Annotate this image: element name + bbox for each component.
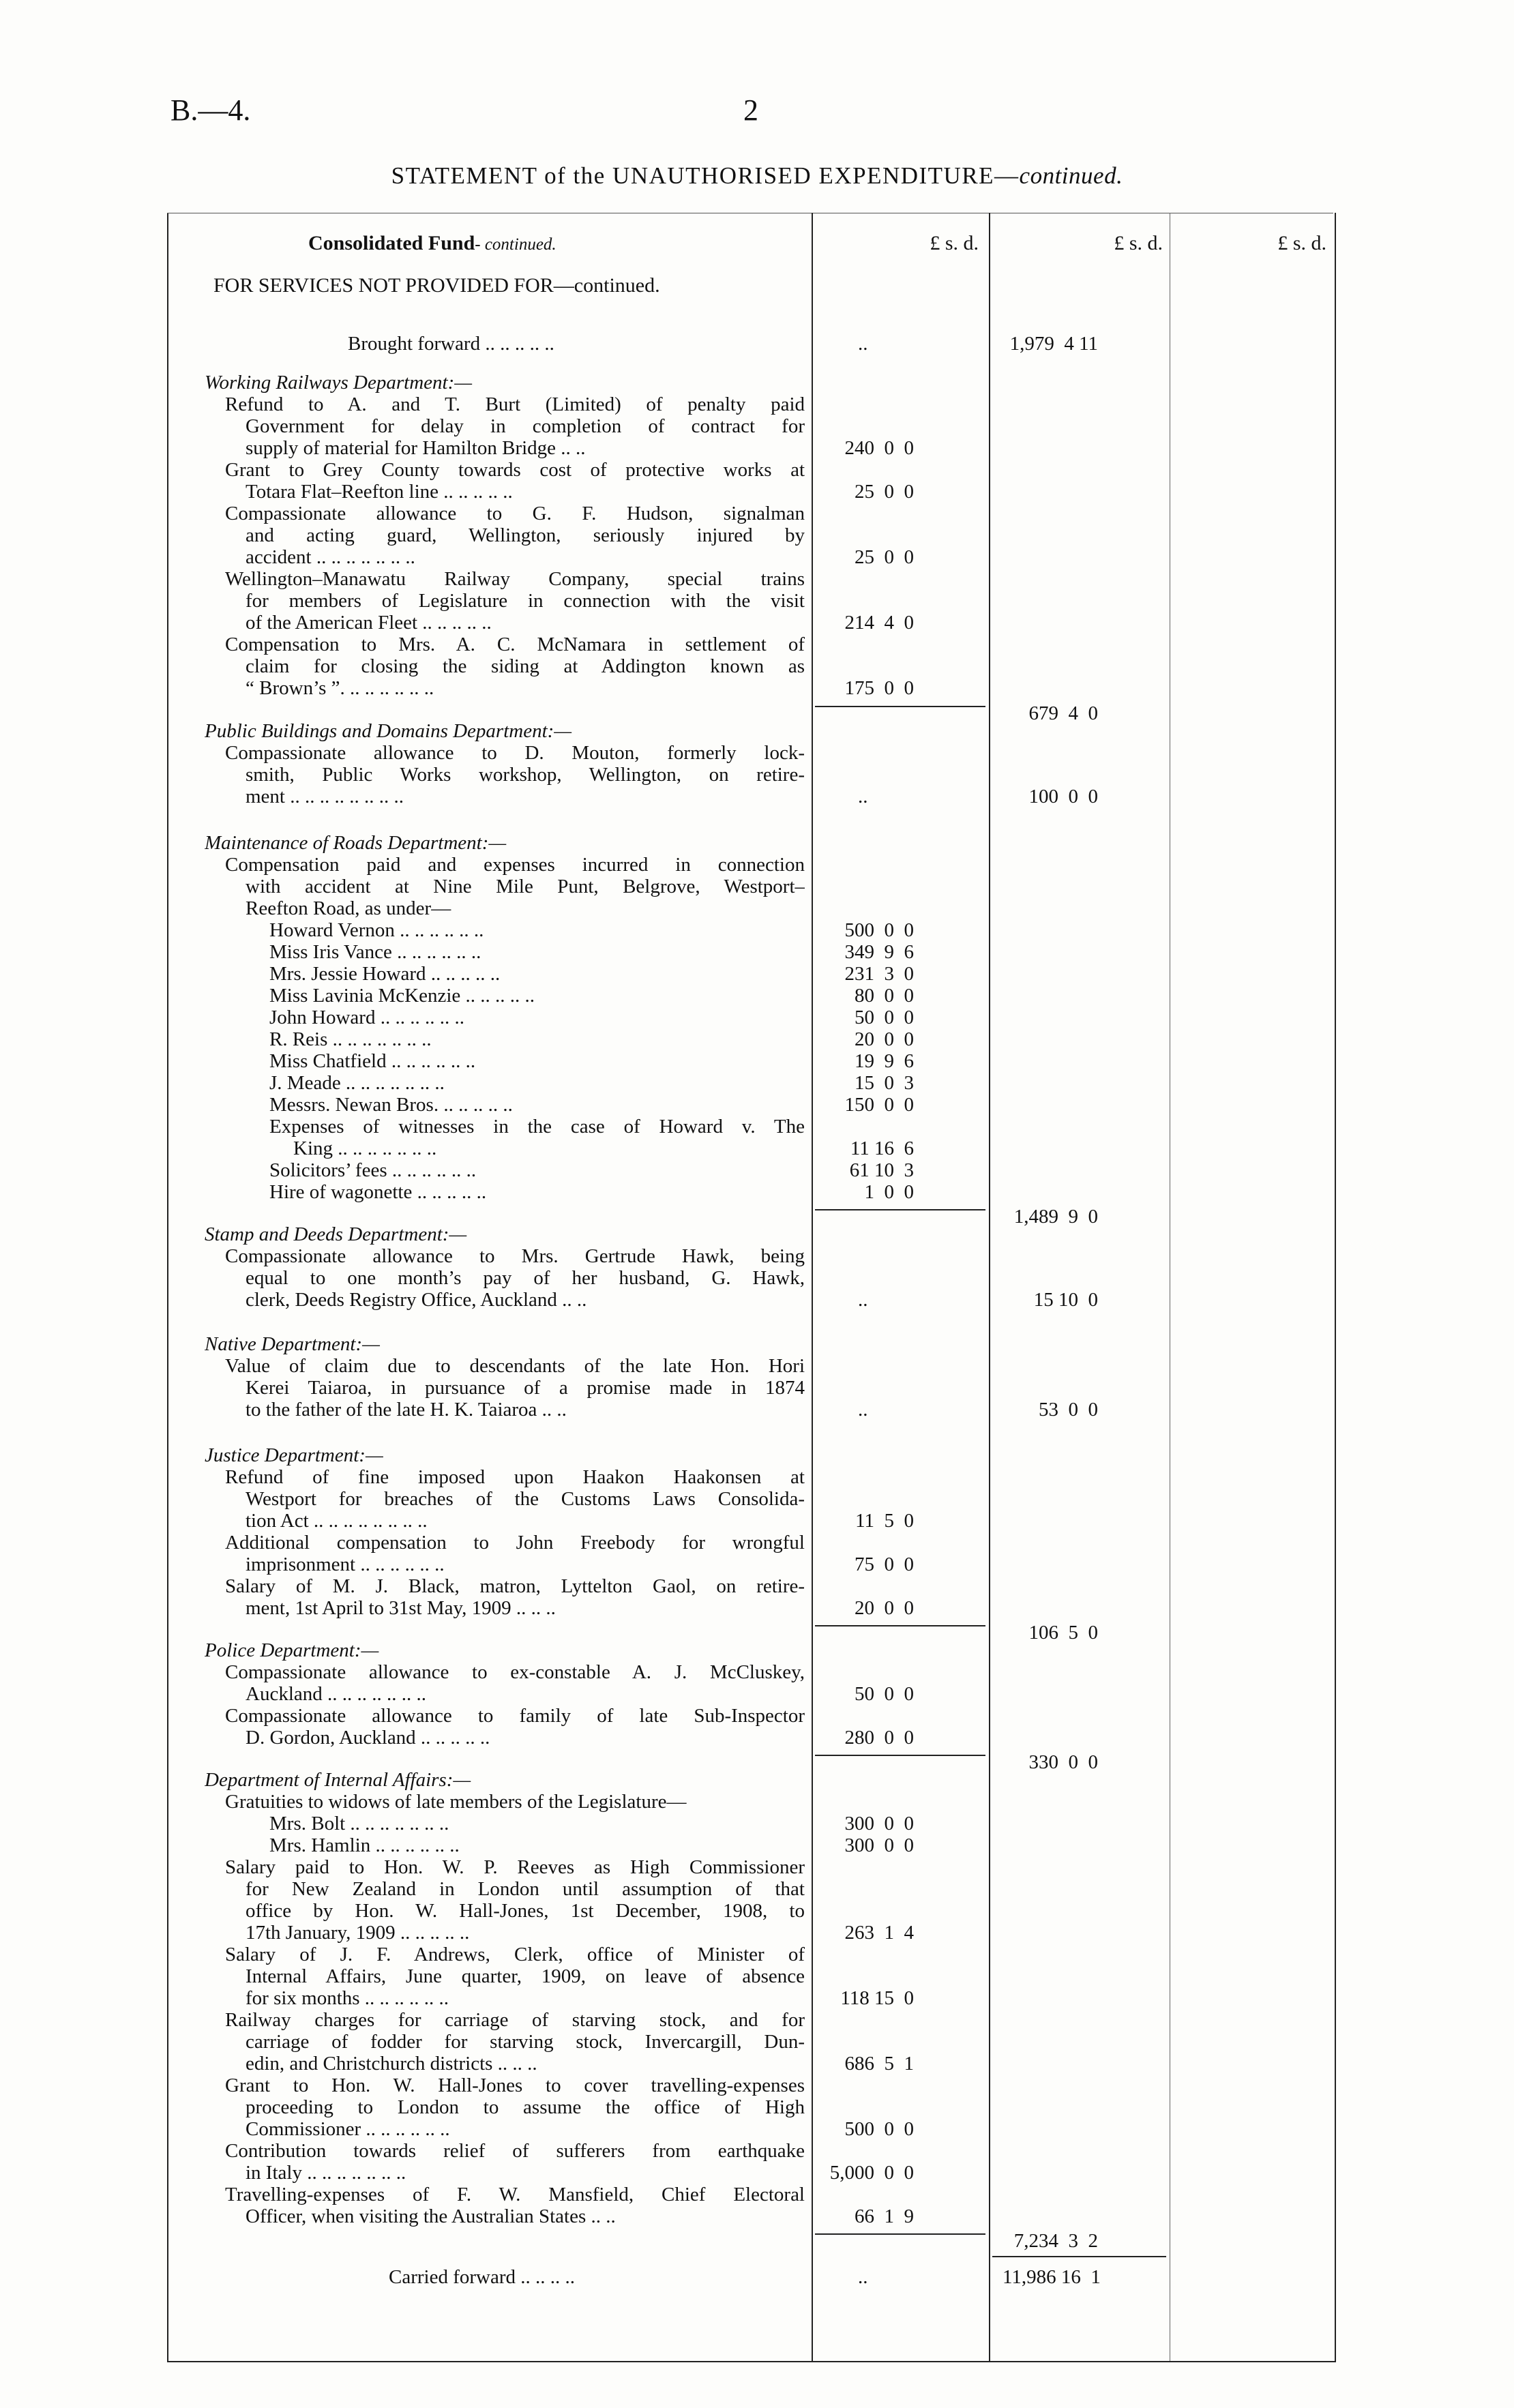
department-total: 15 10 0	[1033, 1289, 1098, 1311]
item-description: ment, 1st April to 31st May, 1909 .. .. ..	[246, 1597, 556, 1619]
column-header-1: £ s. d.	[930, 232, 979, 254]
item-description: imprisonment .. .. .. .. .. ..	[246, 1554, 445, 1575]
fund-continued: - continued.	[475, 235, 556, 254]
department-heading: Public Buildings and Domains Department:—	[205, 720, 572, 742]
item-amount: 118 15 0	[840, 1987, 914, 2009]
item-amount: 11 5 0	[855, 1510, 914, 1532]
department-total: 53 0 0	[1039, 1399, 1098, 1421]
item-description: for members of Legislature in connection with the visit	[246, 590, 805, 612]
item-amount: 75 0 0	[855, 1554, 914, 1575]
item-description: clerk, Deeds Registry Office, Auckland .. ..	[246, 1289, 587, 1311]
item-description: Compassionate allowance to ex-constable A. J. McCluskey,	[225, 1661, 805, 1683]
item-description: Compassionate allowance to D. Mouton, formerly lock-	[225, 742, 805, 764]
column-divider-2	[989, 213, 990, 2361]
department-heading: Justice Department:—	[205, 1444, 383, 1466]
item-description: Grant to Hon. W. Hall-Jones to cover travelling-expenses	[225, 2075, 805, 2096]
item-amount: 61 10 3	[849, 1159, 914, 1181]
item-description: R. Reis .. .. .. .. .. .. ..	[269, 1028, 432, 1050]
item-description: Westport for breaches of the Customs Laws Consolida-	[246, 1488, 805, 1510]
item-description: Commissioner .. .. .. .. .. ..	[246, 2118, 450, 2140]
item-amount: 15 0 3	[855, 1072, 914, 1094]
department-heading: Police Department:—	[205, 1639, 379, 1661]
total-rule	[992, 2256, 1166, 2257]
column-divider-1	[812, 213, 813, 2361]
item-amount: 214 4 0	[844, 612, 914, 634]
item-description: in Italy .. .. .. .. .. .. ..	[246, 2162, 406, 2184]
item-amount: 25 0 0	[855, 546, 914, 568]
item-description: Grant to Grey County towards cost of protective works at	[225, 459, 805, 481]
item-amount: 240 0 0	[844, 437, 914, 459]
item-description: claim for closing the siding at Addington known as	[246, 655, 805, 677]
item-description: Refund to A. and T. Burt (Limited) of penalty paid	[225, 393, 805, 415]
section-heading: FOR SERVICES NOT PROVIDED FOR—continued.	[213, 274, 660, 297]
item-description: John Howard .. .. .. .. .. ..	[269, 1007, 464, 1028]
item-amount: 11 16 6	[850, 1138, 914, 1159]
item-description: Government for delay in completion of contract for	[246, 415, 805, 437]
item-description: “ Brown’s ”. .. .. .. .. .. ..	[246, 677, 434, 699]
department-total: 7,234 3 2	[1013, 2230, 1098, 2252]
item-description: Reefton Road, as under—	[246, 897, 451, 919]
subtotal-rule	[815, 2233, 985, 2235]
item-description: Wellington–Manawatu Railway Company, special trains	[225, 568, 805, 590]
item-description: with accident at Nine Mile Punt, Belgrove, Westport–	[246, 876, 805, 897]
item-amount: ..	[858, 2266, 868, 2288]
item-amount: 5,000 0 0	[829, 2162, 914, 2184]
item-amount: ..	[858, 333, 868, 355]
item-description: tion Act .. .. .. .. .. .. .. ..	[246, 1510, 428, 1532]
item-amount: 20 0 0	[855, 1597, 914, 1619]
column-header-2: £ s. d.	[1114, 232, 1163, 254]
department-total: 1,489 9 0	[1013, 1206, 1098, 1228]
item-amount: 19 9 6	[855, 1050, 914, 1072]
item-description: accident .. .. .. .. .. .. ..	[246, 546, 415, 568]
item-description: ment .. .. .. .. .. .. .. ..	[246, 786, 404, 807]
item-description: Carried forward .. .. .. ..	[389, 2266, 575, 2288]
item-description: Internal Affairs, June quarter, 1909, on leave of absence	[246, 1965, 805, 1987]
item-description: Salary of M. J. Black, matron, Lyttelton Gaol, on retire-	[225, 1575, 805, 1597]
column-header-fund	[308, 232, 556, 255]
column-header-3: £ s. d.	[1277, 232, 1326, 254]
item-description: Solicitors’ fees .. .. .. .. .. ..	[269, 1159, 477, 1181]
department-heading: Stamp and Deeds Department:—	[205, 1223, 467, 1245]
item-description: Railway charges for carriage of starving stock, and for	[225, 2009, 805, 2031]
item-description: Messrs. Newan Bros. .. .. .. .. ..	[269, 1094, 513, 1116]
item-description: Mrs. Hamlin .. .. .. .. .. ..	[269, 1834, 460, 1856]
item-description: for New Zealand in London until assumption of that	[246, 1878, 805, 1900]
item-description: office by Hon. W. Hall-Jones, 1st December, 1908, to	[246, 1900, 805, 1922]
item-description: Compensation paid and expenses incurred in connection	[225, 854, 805, 876]
item-amount: 349 9 6	[844, 941, 914, 963]
department-heading: Native Department:—	[205, 1333, 380, 1355]
title-main: STATEMENT of the UNAUTHORISED EXPENDITURE—	[391, 162, 1020, 189]
department-total: 330 0 0	[1028, 1751, 1098, 1773]
item-amount: ..	[858, 1399, 868, 1421]
item-description: smith, Public Works workshop, Wellington, on retire-	[246, 764, 805, 786]
department-heading: Maintenance of Roads Department:—	[205, 832, 507, 854]
department-total: 100 0 0	[1028, 786, 1098, 807]
item-amount: 500 0 0	[844, 919, 914, 941]
item-description: Miss Chatfield .. .. .. .. .. ..	[269, 1050, 476, 1072]
item-description: Auckland .. .. .. .. .. .. ..	[246, 1683, 426, 1705]
item-description: Totara Flat–Reefton line .. .. .. .. ..	[246, 481, 513, 503]
page-number: 2	[743, 93, 758, 127]
item-description: and acting guard, Wellington, seriously injured by	[246, 524, 805, 546]
item-description: Mrs. Jessie Howard .. .. .. .. ..	[269, 963, 501, 985]
item-description: Miss Lavinia McKenzie .. .. .. .. ..	[269, 985, 535, 1007]
item-amount: 300 0 0	[844, 1834, 914, 1856]
subtotal-rule	[815, 1625, 985, 1626]
document-reference: B.—4.	[170, 93, 251, 127]
item-description: Expenses of witnesses in the case of Howard v. The	[269, 1116, 805, 1138]
title-continued: continued.	[1019, 162, 1123, 189]
department-total: 1,979 4 11	[1009, 333, 1098, 355]
item-description: supply of material for Hamilton Bridge .. ..	[246, 437, 586, 459]
item-description: J. Meade .. .. .. .. .. .. ..	[269, 1072, 445, 1094]
item-description: Gratuities to widows of late members of the Legislature—	[225, 1791, 687, 1813]
item-amount: 80 0 0	[855, 985, 914, 1007]
department-heading: Working Railways Department:—	[205, 372, 473, 393]
item-description: equal to one month’s pay of her husband, G. Hawk,	[246, 1267, 805, 1289]
item-description: Compassionate allowance to G. F. Hudson, signalman	[225, 503, 805, 524]
item-description: Compassionate allowance to family of late Sub-Inspector	[225, 1705, 805, 1727]
item-description: Compassionate allowance to Mrs. Gertrude Hawk, being	[225, 1245, 805, 1267]
item-description: Refund of fine imposed upon Haakon Haakonsen at	[225, 1466, 805, 1488]
item-amount: 25 0 0	[855, 481, 914, 503]
item-amount: 300 0 0	[844, 1813, 914, 1834]
item-description: Brought forward .. .. .. .. ..	[348, 333, 554, 355]
fund-title: Consolidated Fund	[308, 232, 475, 254]
item-amount: 20 0 0	[855, 1028, 914, 1050]
item-amount: 66 1 9	[855, 2205, 914, 2227]
item-amount: 280 0 0	[844, 1727, 914, 1749]
item-description: 17th January, 1909 .. .. .. .. ..	[246, 1922, 470, 1944]
item-amount: 263 1 4	[844, 1922, 914, 1944]
item-description: Contribution towards relief of sufferers from earthquake	[225, 2140, 805, 2162]
item-description: carriage of fodder for starving stock, Invercargill, Dun-	[246, 2031, 805, 2053]
item-description: Compensation to Mrs. A. C. McNamara in settlement of	[225, 634, 805, 655]
item-description: to the father of the late H. K. Taiaroa .. ..	[246, 1399, 567, 1421]
item-amount: 1 0 0	[864, 1181, 914, 1203]
item-amount: 500 0 0	[844, 2118, 914, 2140]
item-amount: ..	[858, 786, 868, 807]
item-amount: ..	[858, 1289, 868, 1311]
item-amount: 175 0 0	[844, 677, 914, 699]
item-description: for six months .. .. .. .. .. ..	[246, 1987, 449, 2009]
item-description: Howard Vernon .. .. .. .. .. ..	[269, 919, 484, 941]
item-amount: 686 5 1	[844, 2053, 914, 2075]
item-amount: 150 0 0	[844, 1094, 914, 1116]
item-amount: 50 0 0	[855, 1007, 914, 1028]
item-description: Miss Iris Vance .. .. .. .. .. ..	[269, 941, 481, 963]
item-description: Hire of wagonette .. .. .. .. ..	[269, 1181, 487, 1203]
department-heading: Department of Internal Affairs:—	[205, 1769, 471, 1791]
department-total: 679 4 0	[1028, 702, 1098, 724]
subtotal-rule	[815, 1209, 985, 1210]
item-description: Mrs. Bolt .. .. .. .. .. .. ..	[269, 1813, 449, 1834]
item-description: edin, and Christchurch districts .. .. ..	[246, 2053, 537, 2075]
item-description: Additional compensation to John Freebody for wrongful	[225, 1532, 805, 1554]
item-description: Salary of J. F. Andrews, Clerk, office of Minister of	[225, 1944, 805, 1965]
item-description: Officer, when visiting the Australian States .. ..	[246, 2205, 616, 2227]
item-description: of the American Fleet .. .. .. .. ..	[246, 612, 492, 634]
item-description: D. Gordon, Auckland .. .. .. .. ..	[246, 1727, 490, 1749]
page-title	[0, 162, 1514, 190]
item-description: Value of claim due to descendants of the late Hon. Hori	[225, 1355, 805, 1377]
department-total: 106 5 0	[1028, 1622, 1098, 1644]
item-amount: 50 0 0	[855, 1683, 914, 1705]
item-description: Travelling-expenses of F. W. Mansfield, Chief Electoral	[225, 2184, 805, 2205]
subtotal-rule	[815, 1755, 985, 1756]
subtotal-rule	[815, 706, 985, 707]
item-description: Salary paid to Hon. W. P. Reeves as High Commissioner	[225, 1856, 805, 1878]
item-description: King .. .. .. .. .. .. ..	[293, 1138, 437, 1159]
item-amount: 231 3 0	[844, 963, 914, 985]
item-description: Kerei Taiaroa, in pursuance of a promise made in 1874	[246, 1377, 805, 1399]
item-description: proceeding to London to assume the office of High	[246, 2096, 805, 2118]
department-total: 11,986 16 1	[1003, 2266, 1101, 2288]
